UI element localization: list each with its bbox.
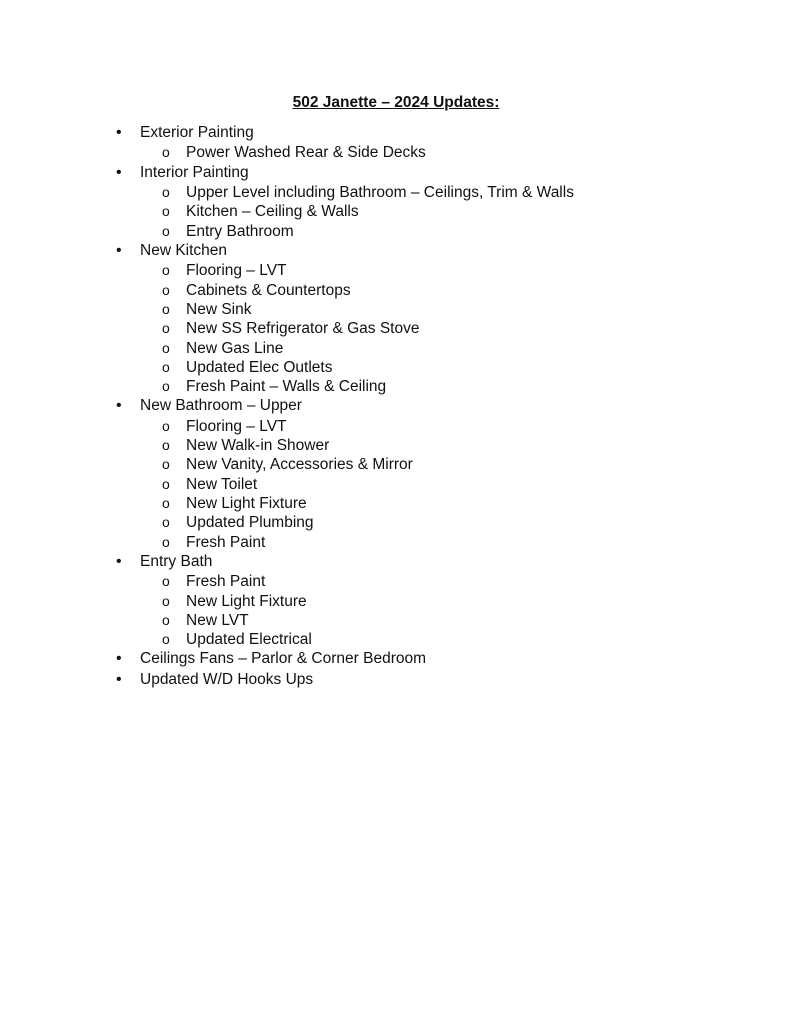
list-item	[0, 670, 792, 690]
circle-bullet-icon: o	[162, 573, 170, 590]
bullet-icon: •	[116, 650, 122, 668]
sub-list-item-label: Updated Plumbing	[186, 514, 314, 532]
list-item	[0, 552, 792, 650]
sub-list-item	[0, 533, 792, 552]
sub-list-item-label: New Toilet	[186, 475, 258, 493]
circle-bullet-icon: o	[162, 495, 170, 512]
bullet-icon: •	[116, 124, 122, 141]
sub-list-item	[0, 261, 792, 280]
list-item-label: Ceilings Fans – Parlor & Corner Bedroom	[140, 650, 427, 668]
circle-bullet-icon: o	[162, 378, 170, 395]
list-item-row	[0, 552, 792, 572]
sub-list-item	[0, 281, 792, 300]
sub-list-item	[0, 475, 792, 494]
list-item-row	[0, 123, 792, 143]
sub-list-item-label: Updated Elec Outlets	[186, 358, 333, 376]
bullet-icon: •	[116, 670, 122, 688]
list-item	[0, 163, 792, 241]
sub-list	[0, 572, 792, 649]
sub-list-item-label: Fresh Paint	[186, 533, 266, 551]
list-item-row	[0, 670, 792, 690]
document-title: 502 Janette – 2024 Updates:	[292, 94, 500, 111]
sub-list-item-label: Power Washed Rear & Side Decks	[186, 144, 426, 162]
sub-list-item	[0, 143, 792, 162]
circle-bullet-icon: o	[162, 184, 170, 201]
sub-list-item-label: Flooring – LVT	[186, 262, 287, 280]
circle-bullet-icon: o	[162, 320, 170, 337]
list-item-label: Updated W/D Hooks Ups	[140, 670, 314, 688]
circle-bullet-icon: o	[162, 631, 170, 648]
sub-list-item	[0, 592, 792, 611]
update-list	[0, 123, 792, 690]
sub-list-item-label: New Sink	[186, 300, 252, 318]
circle-bullet-icon: o	[162, 592, 170, 609]
sub-list-item	[0, 202, 792, 221]
bullet-icon: •	[116, 397, 122, 415]
circle-bullet-icon: o	[162, 262, 170, 279]
circle-bullet-icon: o	[162, 533, 170, 550]
circle-bullet-icon: o	[162, 300, 170, 317]
list-item-row	[0, 163, 792, 183]
circle-bullet-icon: o	[162, 456, 170, 473]
circle-bullet-icon: o	[162, 339, 170, 356]
sub-list	[0, 183, 792, 241]
sub-list	[0, 261, 792, 396]
sub-list-item	[0, 455, 792, 474]
sub-list-item-label: New Gas Line	[186, 339, 284, 357]
sub-list-item	[0, 513, 792, 532]
sub-list-item-label: New SS Refrigerator & Gas Stove	[186, 320, 420, 338]
sub-list-item-label: New Light Fixture	[186, 592, 307, 610]
sub-list-item	[0, 358, 792, 377]
list-item	[0, 241, 792, 396]
sub-list-item	[0, 319, 792, 338]
list-item	[0, 123, 792, 163]
list-item-row	[0, 241, 792, 261]
sub-list-item	[0, 417, 792, 436]
bullet-icon: •	[116, 241, 122, 259]
sub-list-item	[0, 183, 792, 202]
sub-list-item	[0, 630, 792, 649]
sub-list-item-label: Fresh Paint	[186, 573, 266, 591]
list-item-label: Interior Painting	[140, 163, 249, 181]
sub-list-item-label: Flooring – LVT	[186, 417, 287, 435]
bullet-icon: •	[116, 552, 122, 570]
circle-bullet-icon: o	[162, 203, 170, 220]
sub-list	[0, 143, 792, 162]
sub-list-item-label: New Vanity, Accessories & Mirror	[186, 456, 413, 474]
sub-list-item	[0, 339, 792, 358]
sub-list-item	[0, 436, 792, 455]
sub-list-item-label: New Light Fixture	[186, 495, 307, 513]
sub-list-item-label: Entry Bathroom	[186, 222, 294, 240]
sub-list-item	[0, 377, 792, 396]
circle-bullet-icon: o	[162, 475, 170, 492]
list-item-row	[0, 649, 792, 669]
sub-list-item-label: Upper Level including Bathroom – Ceilings, Trim & Walls	[186, 184, 574, 202]
sub-list-item-label: Updated Electrical	[186, 631, 312, 649]
sub-list-item-label: New Walk-in Shower	[186, 437, 330, 455]
sub-list-item-label: New LVT	[186, 611, 249, 629]
sub-list-item	[0, 222, 792, 241]
sub-list-item	[0, 611, 792, 630]
list-item-label: New Bathroom – Upper	[140, 397, 302, 415]
circle-bullet-icon: o	[162, 514, 170, 531]
list-item	[0, 649, 792, 669]
list-item-label: Exterior Painting	[140, 124, 254, 141]
list-item-label: New Kitchen	[140, 241, 228, 259]
circle-bullet-icon: o	[162, 437, 170, 454]
sub-list-item-label: Cabinets & Countertops	[186, 281, 351, 299]
sub-list-item-label: Kitchen – Ceiling & Walls	[186, 203, 359, 221]
list-item-label: Entry Bath	[140, 552, 213, 570]
sub-list-item	[0, 300, 792, 319]
sub-list-item	[0, 494, 792, 513]
circle-bullet-icon: o	[162, 281, 170, 298]
list-item	[0, 396, 792, 551]
circle-bullet-icon: o	[162, 358, 170, 375]
circle-bullet-icon: o	[162, 144, 170, 161]
sub-list-item-label: Fresh Paint – Walls & Ceiling	[186, 378, 387, 396]
circle-bullet-icon: o	[162, 222, 170, 239]
circle-bullet-icon: o	[162, 417, 170, 434]
sub-list	[0, 417, 792, 552]
list-item-row	[0, 396, 792, 416]
circle-bullet-icon: o	[162, 611, 170, 628]
bullet-icon: •	[116, 163, 122, 181]
sub-list-item	[0, 572, 792, 591]
